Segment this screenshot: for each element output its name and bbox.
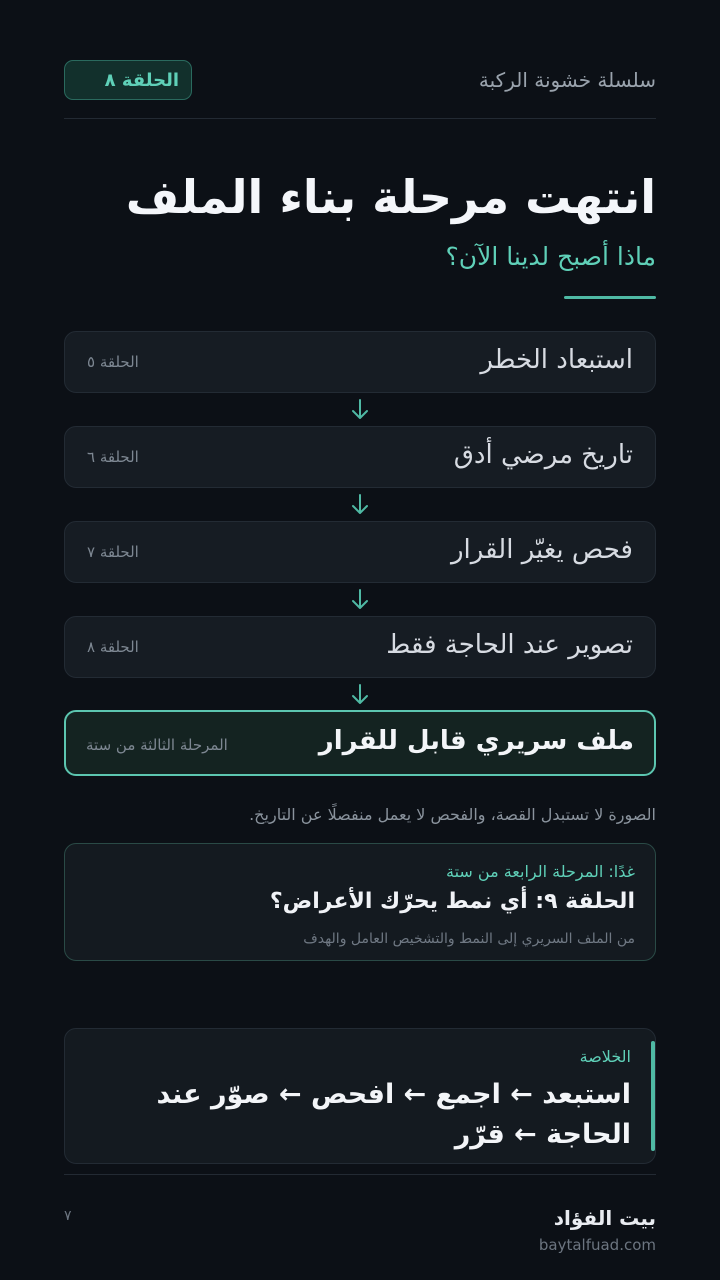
step-card — [64, 426, 656, 488]
next-title: الحلقة ٩: أي نمط يحرّك الأعراض؟ — [269, 889, 635, 914]
step-card — [64, 616, 656, 678]
final-step-stage: المرحلة الثالثة من ستة — [86, 736, 228, 754]
next-kicker: غدًا: المرحلة الرابعة من ستة — [445, 862, 635, 881]
brand-name: بيت الفؤاد — [553, 1206, 656, 1230]
header — [64, 60, 656, 100]
step-label: تصوير عند الحاجة فقط — [386, 630, 633, 660]
accent-underline — [564, 296, 656, 299]
page-number: ٧ — [64, 1208, 72, 1224]
step-label: استبعاد الخطر — [480, 345, 633, 375]
header-divider — [64, 118, 656, 119]
summary-accent-bar — [651, 1041, 655, 1151]
arrow-down-icon — [350, 493, 370, 517]
next-description: من الملف السريري إلى النمط والتشخيص العامل والهدف — [303, 931, 635, 947]
page-title: انتهت مرحلة بناء الملف — [125, 170, 656, 224]
step-card — [64, 331, 656, 393]
series-title: سلسلة خشونة الركبة — [478, 68, 656, 92]
arrow-down-icon — [350, 398, 370, 422]
summary-kicker: الخلاصة — [579, 1047, 631, 1066]
summary-card — [64, 1028, 656, 1164]
step-episode: الحلقة ٨ — [87, 638, 139, 656]
step-label: تاريخ مرضي أدق — [453, 440, 633, 470]
arrow-down-icon — [350, 683, 370, 707]
note-text: الصورة لا تستبدل القصة، والفحص لا يعمل منفصلًا عن التاريخ. — [249, 805, 656, 824]
step-card — [64, 521, 656, 583]
episode-badge — [64, 60, 192, 100]
footer-divider — [64, 1174, 656, 1175]
summary-text: استبعد ← اجمع ← افحص ← صوّر عند الحاجة ← قرّر — [156, 1079, 631, 1150]
site-url[interactable]: baytalfuad.com — [538, 1236, 656, 1254]
step-episode: الحلقة ٥ — [87, 353, 139, 371]
next-episode-card — [64, 843, 656, 961]
arrow-down-icon — [350, 588, 370, 612]
step-label: فحص يغيّر القرار — [451, 535, 633, 565]
final-step-label: ملف سريري قابل للقرار — [318, 726, 634, 756]
page-subtitle: ماذا أصبح لدينا الآن؟ — [445, 242, 656, 271]
step-episode: الحلقة ٦ — [87, 448, 139, 466]
final-step-card — [64, 710, 656, 776]
step-episode: الحلقة ٧ — [87, 543, 139, 561]
episode-badge-label: الحلقة ٨ — [104, 69, 179, 91]
